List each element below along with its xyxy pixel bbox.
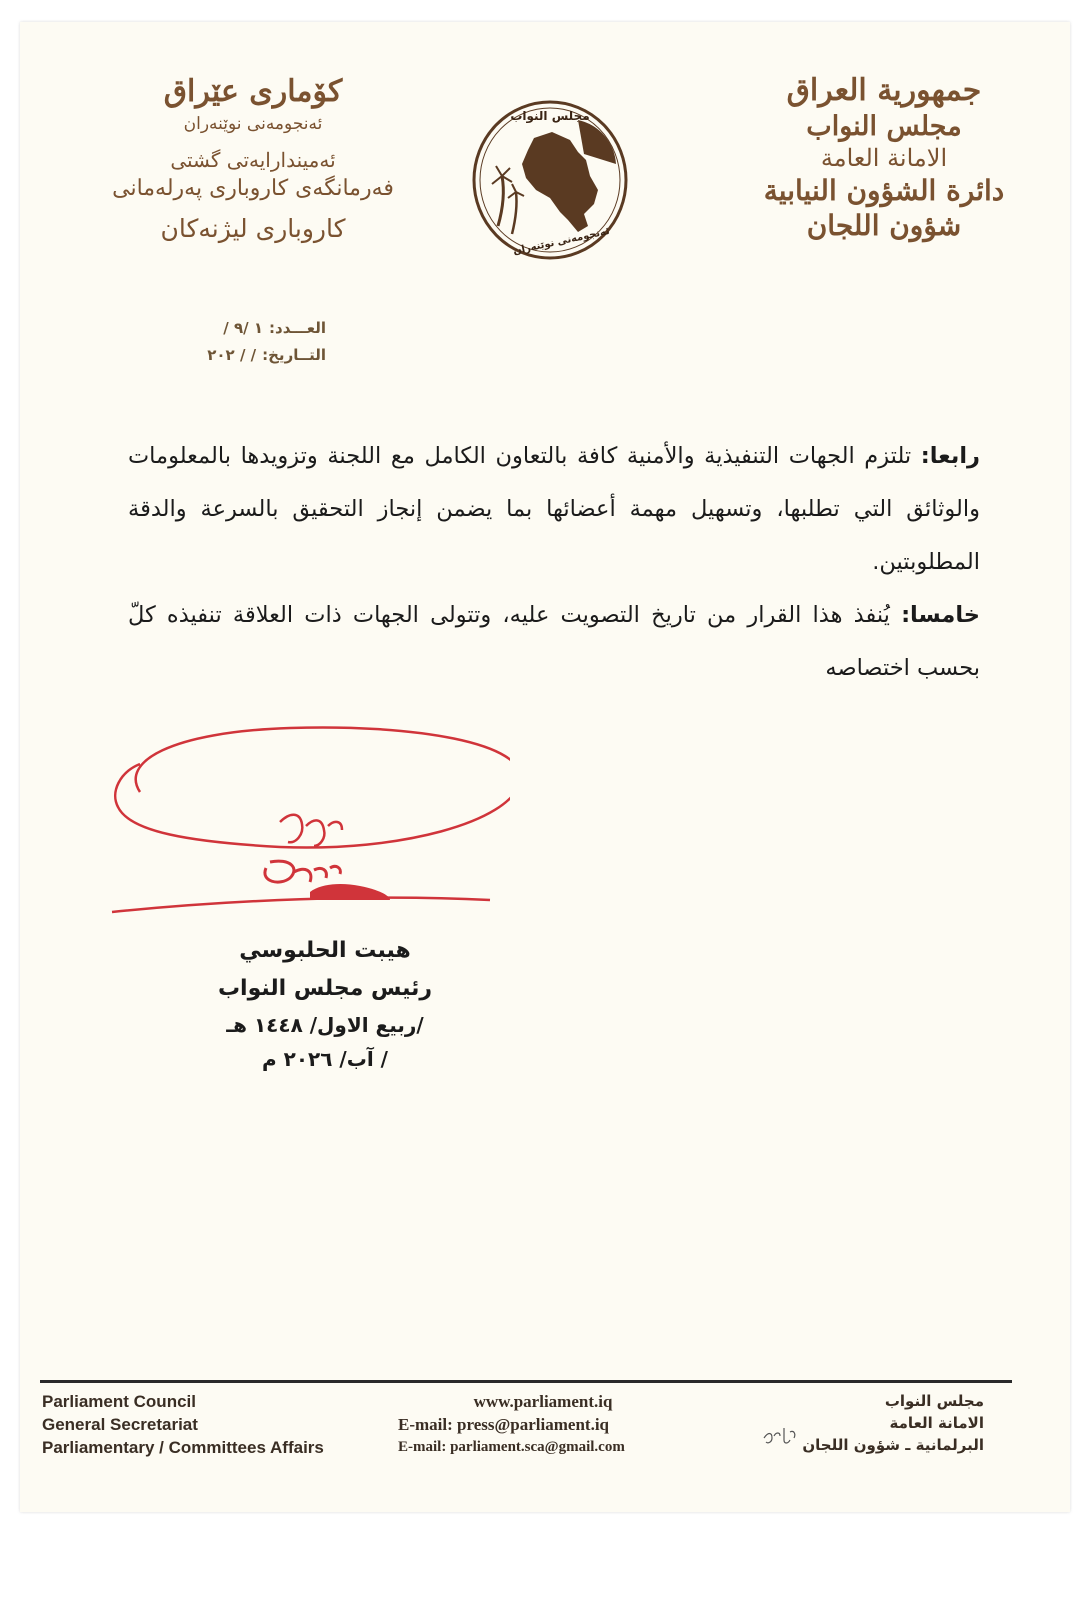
reference-date-value: / / ٢٠٢: [207, 345, 257, 364]
kurdish-secretariat: ئه‌میندارایه‌تی گشتی: [170, 148, 336, 173]
signer-block: [170, 932, 480, 1076]
reference-number-row: [116, 314, 326, 341]
footer-ar-parliament: مجلس النواب: [884, 1392, 984, 1410]
footer-ar-committees: البرلمانية ـ شؤون اللجان: [802, 1436, 984, 1454]
footer-ar-secretariat: الامانة العامة: [889, 1414, 984, 1432]
gregorian-date: / آب/ ٢٠٢٦ م: [262, 1047, 388, 1071]
letter-page: [20, 22, 1070, 1512]
footer-en-secretariat: General Secretariat: [42, 1415, 198, 1434]
header-country: جمهورية العراق: [786, 73, 982, 108]
reference-block: [116, 314, 326, 368]
signer-title: رئيس مجلس النواب: [217, 976, 433, 1001]
clause-five: [128, 589, 980, 695]
clause-four: [128, 430, 980, 589]
signer-name: هيبت الحلبوسي: [239, 938, 411, 963]
reference-number-value: ١ /٩ /: [223, 318, 264, 337]
footer-email-press[interactable]: E-mail: press@parliament.iq: [398, 1415, 609, 1434]
header-department: دائرة الشؤون النيابية: [763, 174, 1005, 208]
footer-email-sca[interactable]: E-mail: parliament.sca@gmail.com: [398, 1439, 625, 1455]
clause-four-label: رابعا:: [920, 443, 980, 469]
parliament-emblem-logo: [466, 94, 634, 266]
kurdish-country: كۆماری عێراق: [163, 74, 343, 109]
letter-body: [128, 430, 980, 695]
footer-website-link[interactable]: www.parliament.iq: [473, 1392, 613, 1411]
kurdish-committees: كاروباری لیژنه‌كان: [160, 214, 346, 244]
footer-arabic: [784, 1390, 984, 1456]
kurdish-parliament: ئه‌نجومه‌نی نوێنه‌ران: [183, 113, 323, 134]
clause-five-text: يُنفذ هذا القرار من تاريخ التصويت عليه، وتتولى الجهات ذات العلاقة تنفيذه كلّ بحسب اختصاصه: [128, 602, 980, 681]
footer-divider: [40, 1380, 1012, 1383]
footer-en-affairs: Parliamentary / Committees Affairs: [42, 1438, 324, 1457]
reference-number-label: العـــدد:: [269, 318, 326, 337]
footer-english: [42, 1390, 324, 1459]
arabic-header: [754, 72, 1014, 243]
hijri-date: /ربيع الاول/ ١٤٤٨ هـ: [226, 1013, 424, 1037]
header-parliament: مجلس النواب: [806, 110, 962, 142]
clause-five-label: خامسا:: [901, 602, 980, 628]
footer-en-council: Parliament Council: [42, 1392, 196, 1411]
header-committees: شؤون اللجان: [806, 209, 962, 243]
kurdish-department: فه‌رمانگه‌ی كاروباری په‌رله‌مانی: [112, 176, 394, 202]
reference-date-label: التــاريخ:: [262, 345, 326, 364]
footer-contacts: [398, 1390, 688, 1459]
clause-four-text: تلتزم الجهات التنفيذية والأمنية كافة بالتعاون الكامل مع اللجنة وتزويدها بالمعلومات والوثائق التي تطلبها، وتسهيل مهمة أعضائها بما يضمن إنجاز التحقيق بالسرعة والدقة المطلوبتين.: [128, 443, 980, 575]
emblem-bottom-text: ئه‌نجومه‌نی نوێنه‌ران: [512, 225, 611, 258]
reference-date-row: [116, 341, 326, 368]
header-secretariat: الامانة العامة: [820, 144, 948, 173]
handwritten-signature: [110, 722, 510, 942]
emblem-top-text: مجلس النواب: [510, 109, 590, 123]
kurdish-header: [108, 72, 398, 246]
